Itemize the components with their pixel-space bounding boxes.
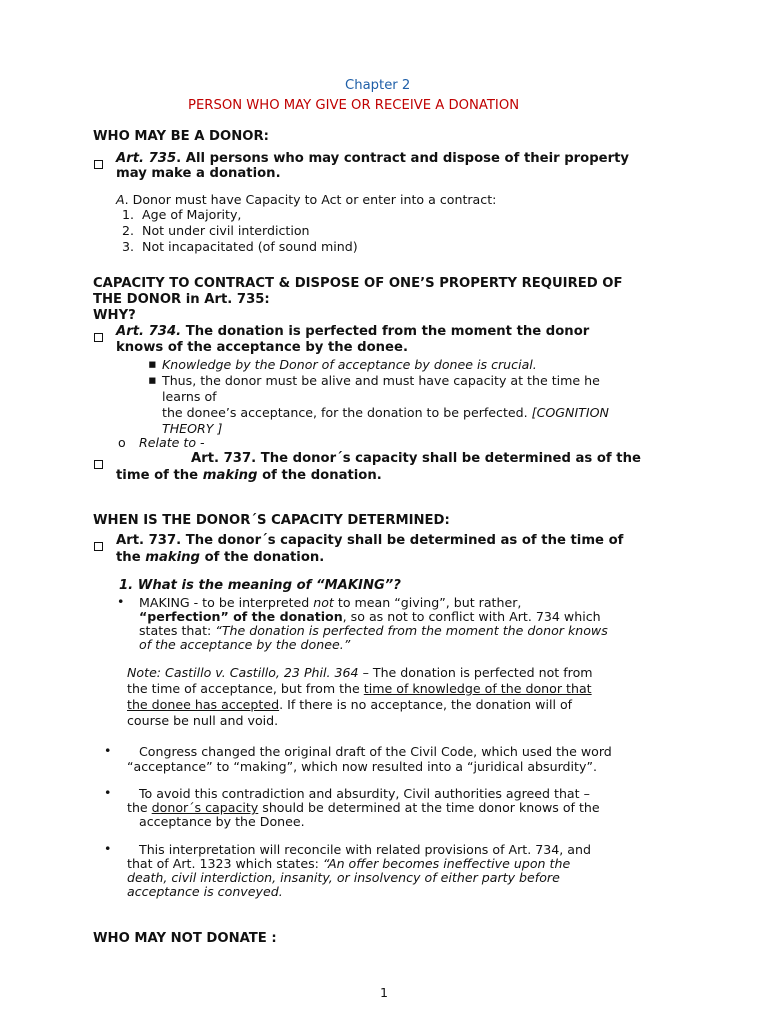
dot-bullet-icon: •: [104, 743, 112, 758]
checkbox-icon: [94, 327, 103, 346]
point-a: A. Donor must have Capacity to Act or enter into a contract:: [116, 192, 497, 207]
question-making: 1. What is the meaning of “MAKING”?: [119, 578, 401, 593]
checkbox-icon: [94, 454, 103, 473]
art-735-line2: may make a donation.: [116, 166, 281, 181]
heading-when-capacity: WHEN IS THE DONOR´S CAPACITY DETERMINED:: [93, 513, 450, 528]
making-line2: “perfection” of the donation, so as not to conflict with Art. 734 which: [139, 609, 601, 624]
heading-capacity-line1: CAPACITY TO CONTRACT & DISPOSE OF ONE’S PROPERTY REQUIRED OF: [93, 276, 623, 291]
heading-capacity-line2: THE DONOR in Art. 735:: [93, 292, 270, 307]
page-number: 1: [380, 985, 389, 1000]
bullet-thus-line2: learns of: [162, 389, 217, 404]
avoid-line1: To avoid this contradiction and absurdity, Civil authorities agreed that –: [139, 786, 590, 801]
note-line3: the donee has accepted. If there is no acceptance, the donation will of: [127, 697, 573, 712]
avoid-line2: the donor´s capacity should be determined at the time donor knows of the: [127, 800, 600, 815]
bullet-thus-line1: Thus, the donor must be alive and must have capacity at the time he: [162, 373, 600, 388]
making-line3: states that: “The donation is perfected from the moment the donor knows: [139, 623, 608, 638]
list-item-3: 3. Not incapacitated (of sound mind): [122, 239, 358, 254]
art-737b-line1: Art. 737. The donor´s capacity shall be determined as of the time of: [116, 533, 624, 548]
art-737-line2: time of the making of the donation.: [116, 468, 382, 483]
dot-bullet-icon: •: [117, 594, 125, 609]
avoid-line3: acceptance by the Donee.: [139, 814, 305, 829]
art-734-line1: Art. 734. The donation is perfected from the moment the donor: [116, 324, 590, 339]
why-label: WHY?: [93, 308, 136, 323]
note-line4: course be null and void.: [127, 713, 279, 728]
note-line2: the time of acceptance, but from the time of knowledge of the donor that: [127, 681, 592, 696]
note-line1: Note: Castillo v. Castillo, 23 Phil. 364 – The donation is perfected not from: [127, 665, 593, 680]
congress-line1: Congress changed the original draft of the Civil Code, which used the word: [139, 744, 612, 759]
art-737b-line2: the making of the donation.: [116, 550, 325, 565]
dot-bullet-icon: •: [104, 785, 112, 800]
circle-bullet-icon: o: [118, 435, 126, 450]
art-734-line2: knows of the acceptance by the donee.: [116, 340, 408, 355]
relate-to: Relate to -: [139, 435, 205, 450]
art-735-line1: Art. 735. All persons who may contract and dispose of their property: [116, 151, 629, 166]
making-line1: MAKING - to be interpreted not to mean “giving”, but rather,: [139, 595, 522, 610]
checkbox-icon: [94, 536, 103, 555]
making-line4: of the acceptance by the donee.”: [139, 637, 351, 652]
art-737-line1: Art. 737. The donor´s capacity shall be determined as of the: [191, 451, 641, 466]
reconcile-line1: This interpretation will reconcile with related provisions of Art. 734, and: [139, 842, 591, 857]
checkbox-icon: [94, 154, 103, 173]
reconcile-line3: death, civil interdiction, insanity, or insolvency of either party before: [127, 870, 560, 885]
bullet-thus-line3: the donee’s acceptance, for the donation to be perfected. [COGNITION: [162, 405, 609, 420]
bullet-knowledge: Knowledge by the Donor of acceptance by donee is crucial.: [162, 357, 537, 372]
heading-who-may-not-donate: WHO MAY NOT DONATE :: [93, 931, 277, 946]
list-item-1: 1. Age of Majority,: [122, 207, 242, 222]
bullet-thus-line4: THEORY ]: [162, 421, 223, 436]
chapter-label: Chapter 2: [345, 78, 411, 93]
square-bullet-icon: ▪: [148, 356, 157, 371]
chapter-title: PERSON WHO MAY GIVE OR RECEIVE A DONATION: [188, 98, 520, 113]
dot-bullet-icon: •: [104, 841, 112, 856]
reconcile-line2: that of Art. 1323 which states: “An offer becomes ineffective upon the: [127, 856, 571, 871]
square-bullet-icon: ▪: [148, 372, 157, 387]
list-item-2: 2. Not under civil interdiction: [122, 223, 310, 238]
reconcile-line4: acceptance is conveyed.: [127, 884, 283, 899]
congress-line2: “acceptance” to “making”, which now resulted into a “juridical absurdity”.: [127, 759, 597, 774]
heading-who-may-be-donor: WHO MAY BE A DONOR:: [93, 129, 269, 144]
